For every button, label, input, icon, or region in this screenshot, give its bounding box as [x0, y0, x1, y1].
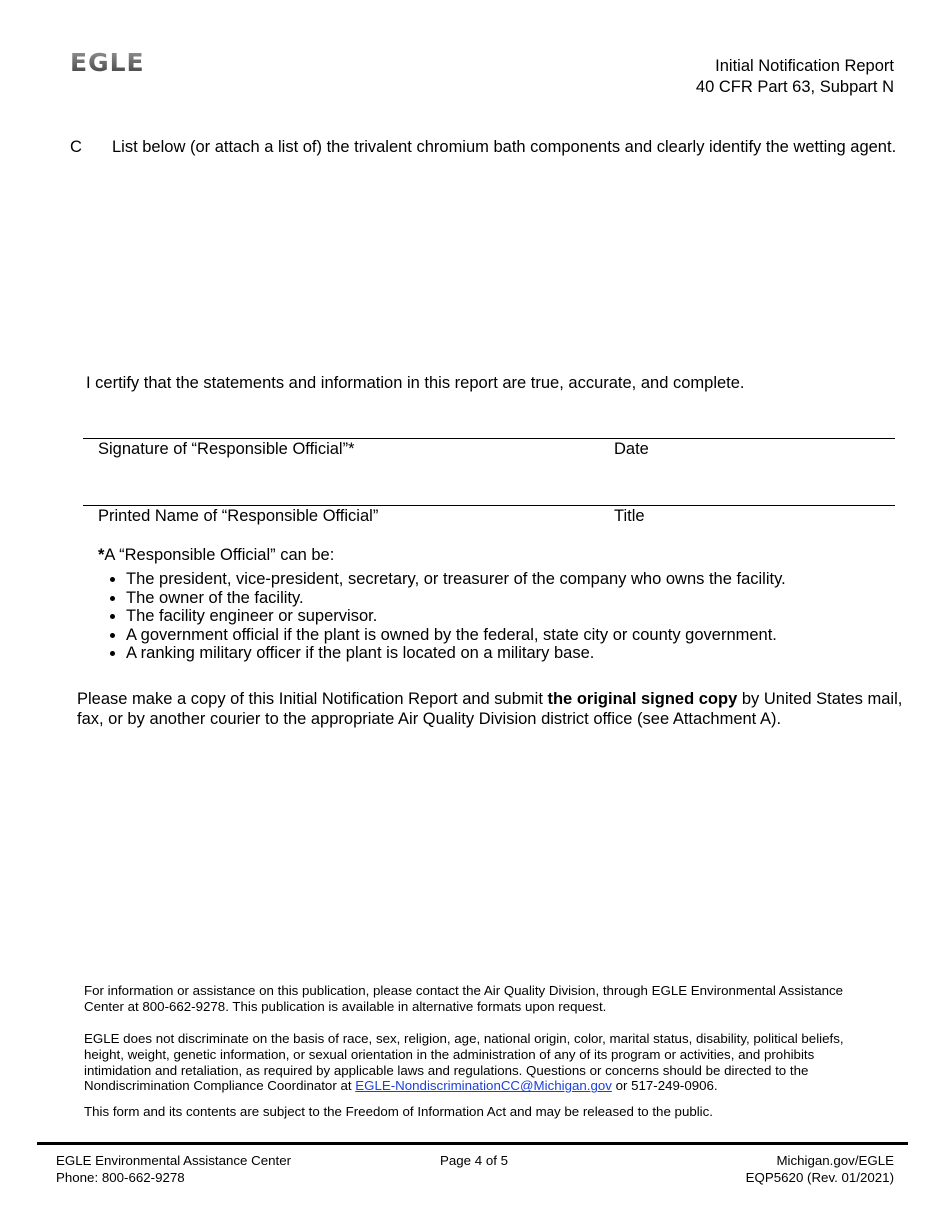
list-item: • A ranking military officer if the plant is located on a military base.	[126, 644, 916, 663]
submission-text-after: by United States mail, fax, or by another courier to the appropriate Air Quality Division district office (see Attachment A).	[77, 690, 903, 728]
signature-label: Signature of “Responsible Official”*	[98, 440, 355, 458]
section-c-instructions: List below (or attach a list of) the trivalent chromium bath components and clearly identify the wetting agent.	[112, 138, 897, 156]
title-label: Title	[614, 507, 645, 525]
report-header	[696, 56, 894, 98]
responsible-official-list	[108, 570, 916, 663]
nondiscrimination-email-link[interactable]: EGLE-NondiscriminationCC@Michigan.gov	[355, 1078, 612, 1094]
certification-statement: I certify that the statements and information in this report are true, accurate, and complete.	[86, 374, 745, 392]
submission-bold-text: the original signed copy	[547, 690, 738, 708]
footer-org-name: EGLE Environmental Assistance Center	[56, 1153, 292, 1168]
date-label: Date	[614, 440, 649, 458]
list-item: • The president, vice-president, secretary, or treasurer of the company who owns the facility.	[126, 570, 916, 589]
footer-form-info	[746, 1153, 894, 1186]
egle-logo	[70, 46, 152, 76]
printed-name-line	[83, 505, 895, 506]
printed-name-label: Printed Name of “Responsible Official”	[98, 507, 379, 525]
list-item: • A government official if the plant is owned by the federal, state city or county government.	[126, 626, 916, 645]
report-title: Initial Notification Report	[715, 57, 894, 75]
nondiscrimination-text: EGLE does not discriminate on the basis of race, sex, religion, age, national origin, color, marital status, disability, political beliefs, height, weight, genetic information, or sexual orientation in the administration of any of its program or activities, and prohibits intimidation and retaliation, as required by applicable laws and regulations. Questions or concerns should be directed to the Nondiscrimination Compliance Coordinator at	[84, 1031, 844, 1094]
page-number: Page 4 of 5	[440, 1153, 509, 1168]
submission-instructions	[77, 689, 907, 729]
list-item: • The facility engineer or supervisor.	[126, 607, 916, 626]
asterisk: *	[98, 546, 105, 564]
footer-form-id: EQP5620 (Rev. 01/2021)	[745, 1169, 894, 1185]
nondiscrimination-note	[84, 1031, 884, 1094]
signature-line	[83, 438, 895, 439]
footer-contact	[56, 1153, 291, 1186]
list-item: • The owner of the facility.	[126, 589, 916, 608]
assistance-note: For information or assistance on this publication, please contact the Air Quality Division, through EGLE Environmental Assistance Center at 800-662-9278. This publication is available in alternative formats upon request.	[84, 983, 844, 1014]
footer-website: Michigan.gov/EGLE	[776, 1153, 894, 1168]
responsible-official-heading-text: A “Responsible Official” can be:	[104, 546, 335, 564]
nondiscrimination-phone: or 517-249-0906.	[611, 1078, 718, 1094]
footer-phone: Phone: 800-662-9278	[56, 1169, 185, 1185]
footer-divider	[37, 1142, 908, 1145]
submission-text-before: Please make a copy of this Initial Notification Report and submit	[77, 690, 548, 708]
responsible-official-heading	[98, 546, 334, 565]
logo-text: EGLE	[70, 48, 145, 76]
section-c-letter: C	[70, 138, 82, 156]
foia-note: This form and its contents are subject to the Freedom of Information Act and may be released to the public.	[84, 1104, 713, 1119]
report-subtitle: 40 CFR Part 63, Subpart N	[695, 78, 894, 96]
